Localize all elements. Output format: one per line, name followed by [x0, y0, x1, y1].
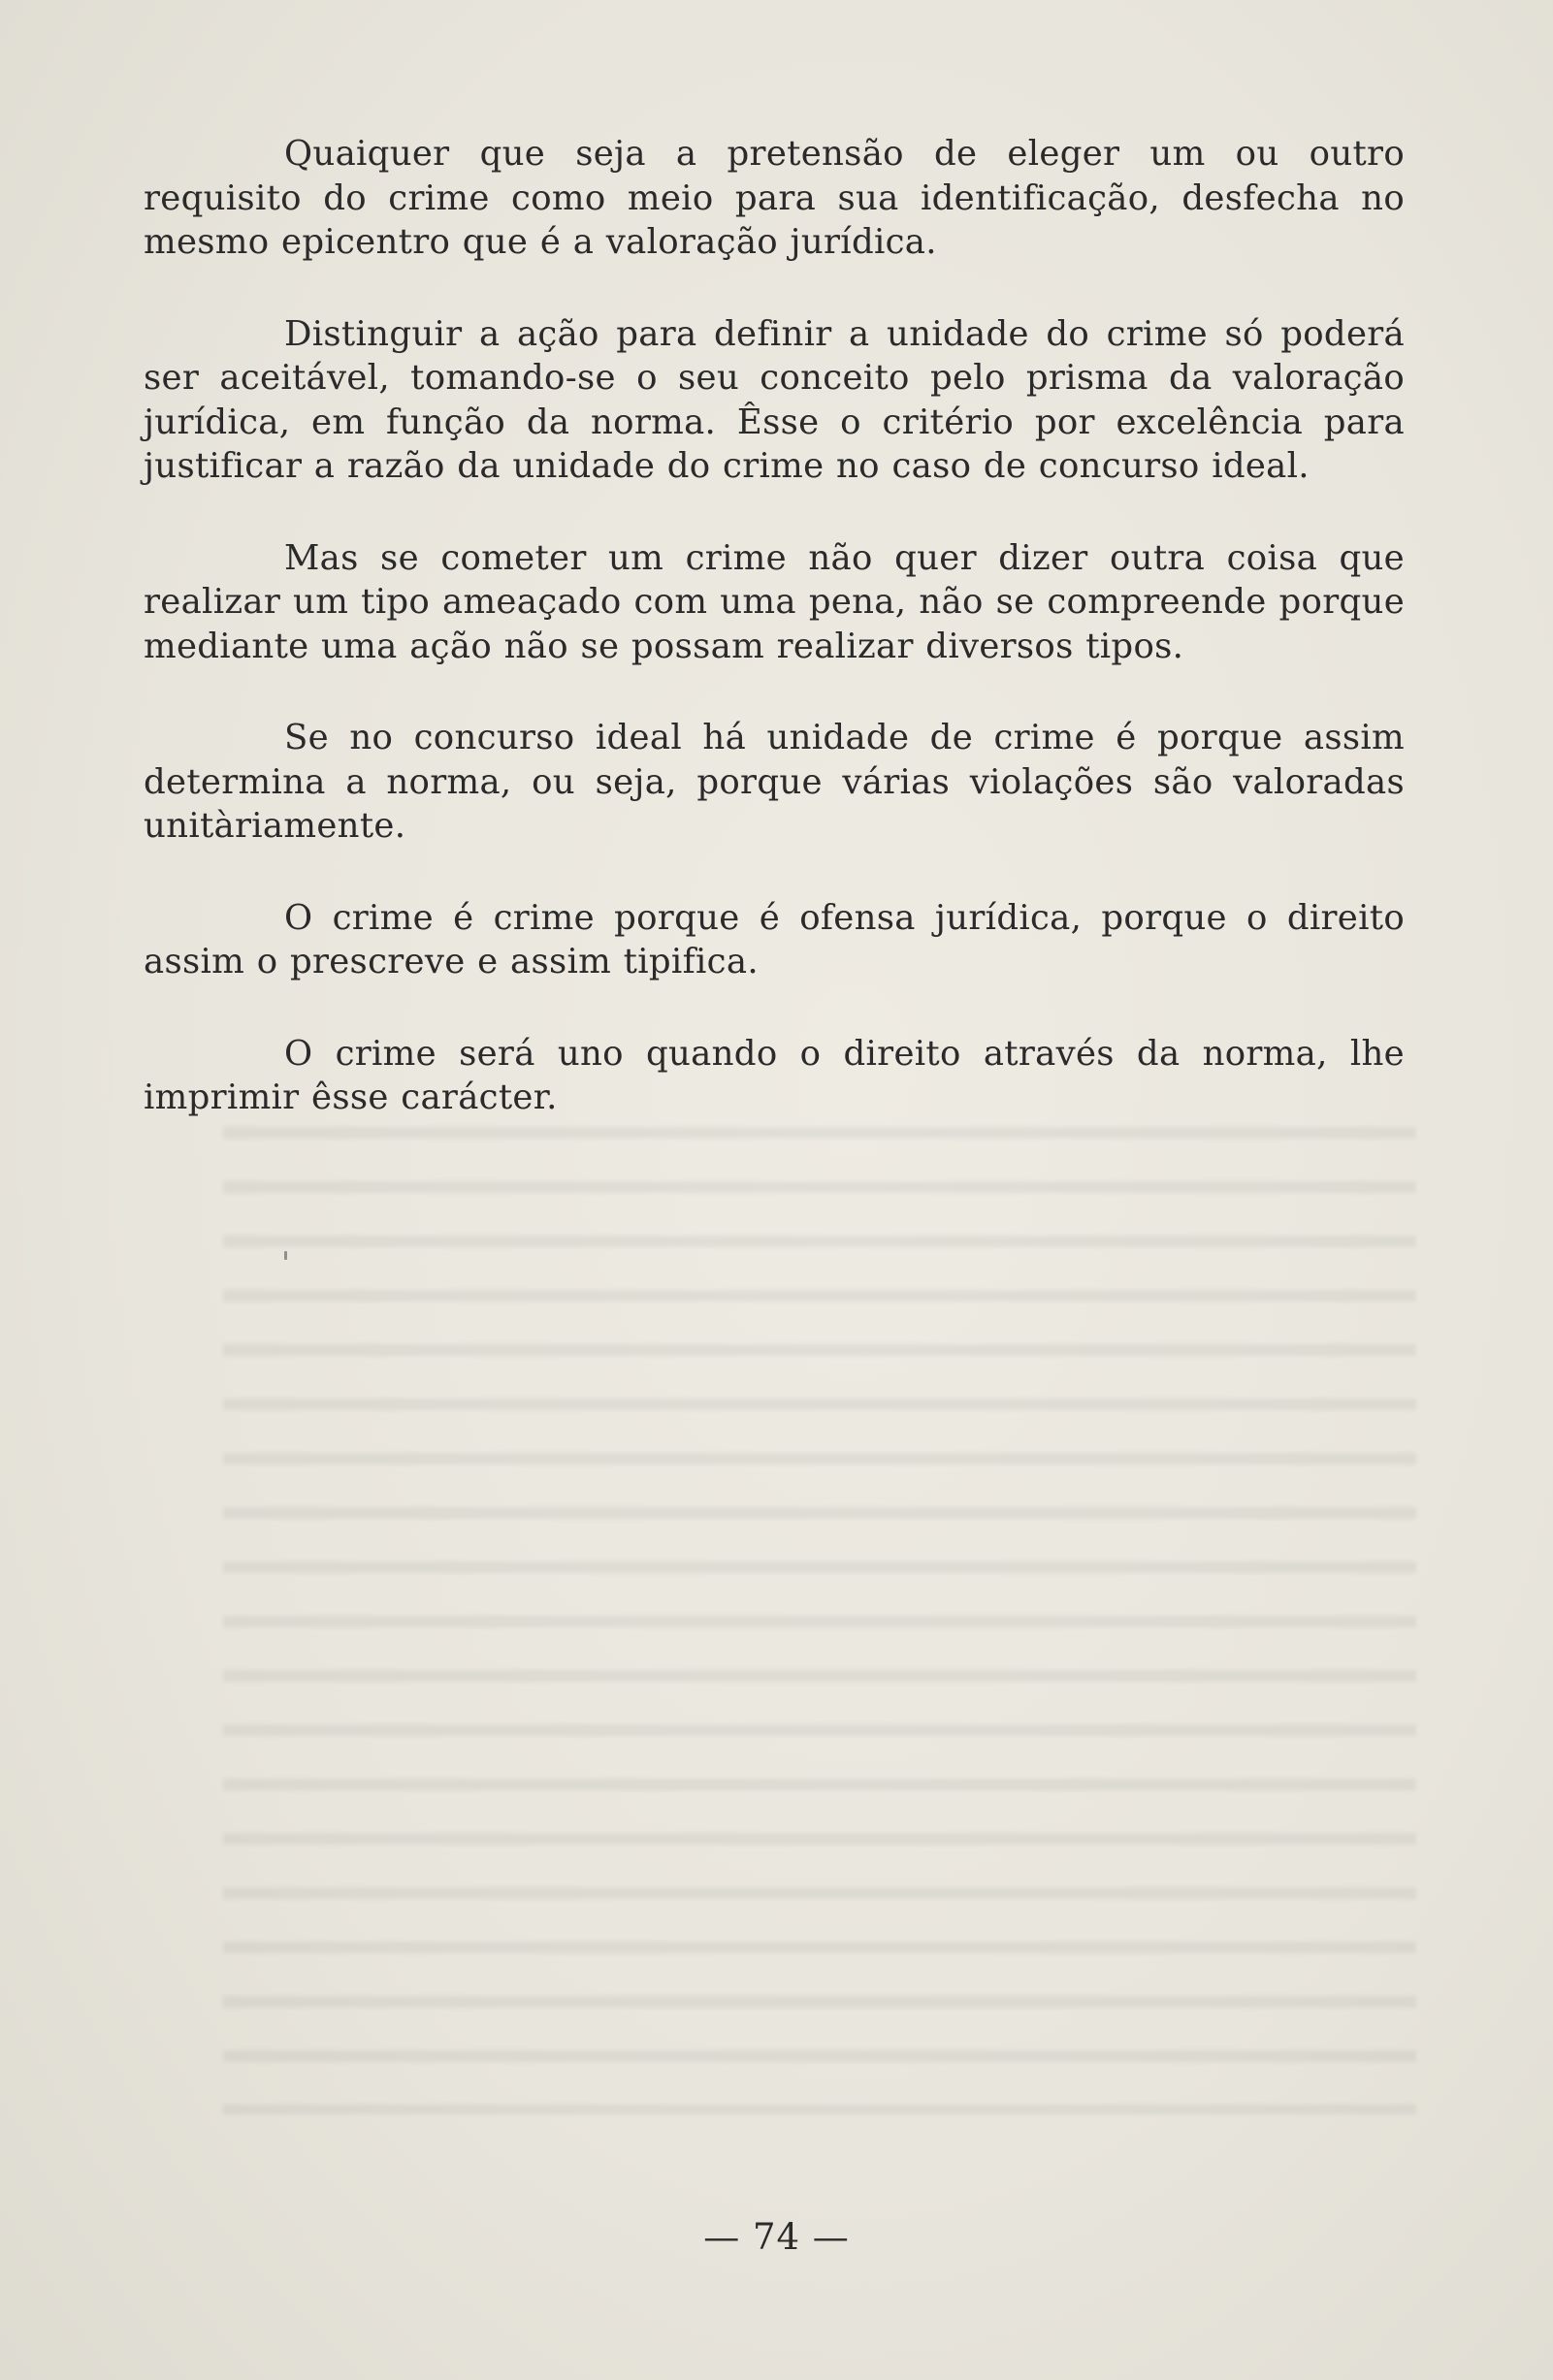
- paragraph: O crime será uno quando o direito através da norma, lhe imprimir êsse carácter.: [144, 1033, 1405, 1117]
- paragraph: Quaiquer que seja a pretensão de eleger um ou outro requisito do crime como meio para sua identificação, desfecha no mesmo epicentro que é a valoração jurídica.: [144, 134, 1405, 262]
- paragraph: Distinguir a ação para definir a unidade do crime só poderá ser aceitável, tomando-se o seu conceito pelo prisma da valoração jurídica, em função da norma. Êsse o critério por excelência para justificar a razão da unidade do crime no caso de concurso ideal.: [144, 313, 1405, 486]
- paragraph: O crime é crime porque é ofensa jurídica, porque o direito assim o prescreve e assim tipifica.: [144, 897, 1405, 981]
- show-through-text: [223, 1106, 1416, 2114]
- ink-speck: [284, 1251, 287, 1260]
- paragraph: Se no concurso ideal há unidade de crime é porque assim determina a norma, ou seja, porque várias violações são valoradas unitàriamente.: [144, 718, 1405, 846]
- paragraph: Mas se cometer um crime não quer dizer outra coisa que realizar um tipo ameaçado com uma pena, não se compreende porque mediante uma ação não se possam realizar diversos tipos.: [144, 537, 1405, 666]
- page-number: — 74 —: [703, 2216, 850, 2258]
- body-text: [144, 132, 1405, 1168]
